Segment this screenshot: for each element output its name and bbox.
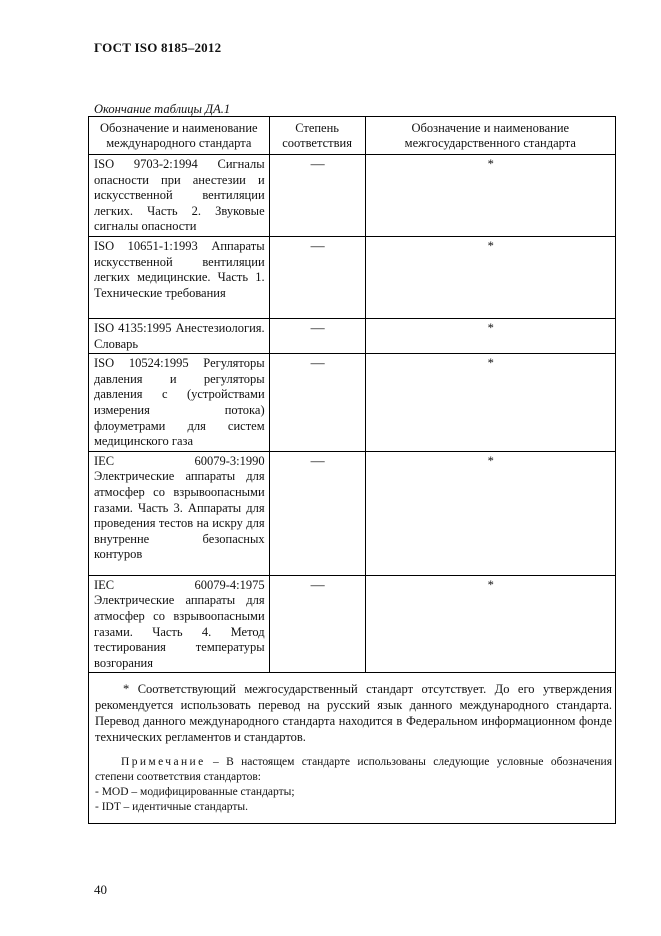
interstate-standard-cell: *	[365, 318, 615, 353]
table-row	[89, 236, 616, 318]
note-block	[95, 755, 612, 815]
footnote-cell	[89, 673, 616, 824]
table-row	[89, 354, 616, 452]
international-standard-cell: ISO 10524:1995 Регуляторы давления и регуляторы давления с (устройствами измерения потока) флоуметрами для систем медицинского газа	[89, 354, 270, 452]
interstate-standard-cell: *	[365, 575, 615, 673]
international-standard-cell: IEC 60079-4:1975 Электрические аппараты для атмосфер со взрывоопасными газами. Часть 4. Метод тестирования температуры возгорания	[89, 575, 270, 673]
degree-cell: —	[269, 354, 365, 452]
degree-cell: —	[269, 575, 365, 673]
degree-cell: —	[269, 318, 365, 353]
note-label: Примечание	[121, 756, 206, 769]
table-header-row	[89, 117, 616, 155]
column-header-international: Обозначение и наименование международного стандарта	[89, 117, 270, 155]
table-footnote-row	[89, 673, 616, 824]
interstate-standard-cell: *	[365, 354, 615, 452]
footnote-text: * Соответствующий межгосударственный стандарт отсутствует. До его утверждения рекомендуется использовать перевод на русский язык данного международного стандарта. Перевод данного международного стандарта находится в Федеральном информационном фонде технических регламентов и стандартов.	[95, 682, 612, 745]
interstate-standard-cell: *	[365, 451, 615, 575]
note-item-mod: - MOD – модифицированные стандарты;	[95, 786, 295, 799]
note-paragraph	[95, 755, 612, 785]
international-standard-cell: ISO 9703-2:1994 Сигналы опасности при анестезии и искусственной вентиляции легких. Часть 2. Звуковые сигналы опасности	[89, 155, 270, 237]
column-header-degree: Степень соответствия	[269, 117, 365, 155]
table-row	[89, 451, 616, 575]
international-standard-cell: ISO 4135:1995 Анестезиология. Словарь	[89, 318, 270, 353]
international-standard-cell: ISO 10651-1:1993 Аппараты искусственной вентиляции легких медицинские. Часть 1. Технические требования	[89, 236, 270, 318]
interstate-standard-cell: *	[365, 236, 615, 318]
degree-cell: —	[269, 155, 365, 237]
degree-cell: —	[269, 236, 365, 318]
international-standard-cell: IEC 60079-3:1990 Электрические аппараты для атмосфер со взрывоопасными газами. Часть 3. Аппараты для проведения тестов на искру для внутренне безопасных контуров	[89, 451, 270, 575]
note-item-idt: - IDT – идентичные стандарты.	[95, 801, 248, 814]
table-row	[89, 155, 616, 237]
table-row	[89, 575, 616, 673]
page-number: 40	[94, 882, 107, 897]
table-caption: Окончание таблицы ДА.1	[94, 102, 231, 116]
degree-cell: —	[269, 451, 365, 575]
standards-table	[88, 116, 616, 824]
note-text: – В настоящем стандарте использованы следующие условные обозначения степени соответствия стандартов:	[95, 756, 612, 784]
column-header-interstate: Обозначение и наименование межгосударственного стандарта	[365, 117, 615, 155]
table-row	[89, 318, 616, 353]
interstate-standard-cell: *	[365, 155, 615, 237]
document-header: ГОСТ ISO 8185–2012	[94, 40, 222, 55]
